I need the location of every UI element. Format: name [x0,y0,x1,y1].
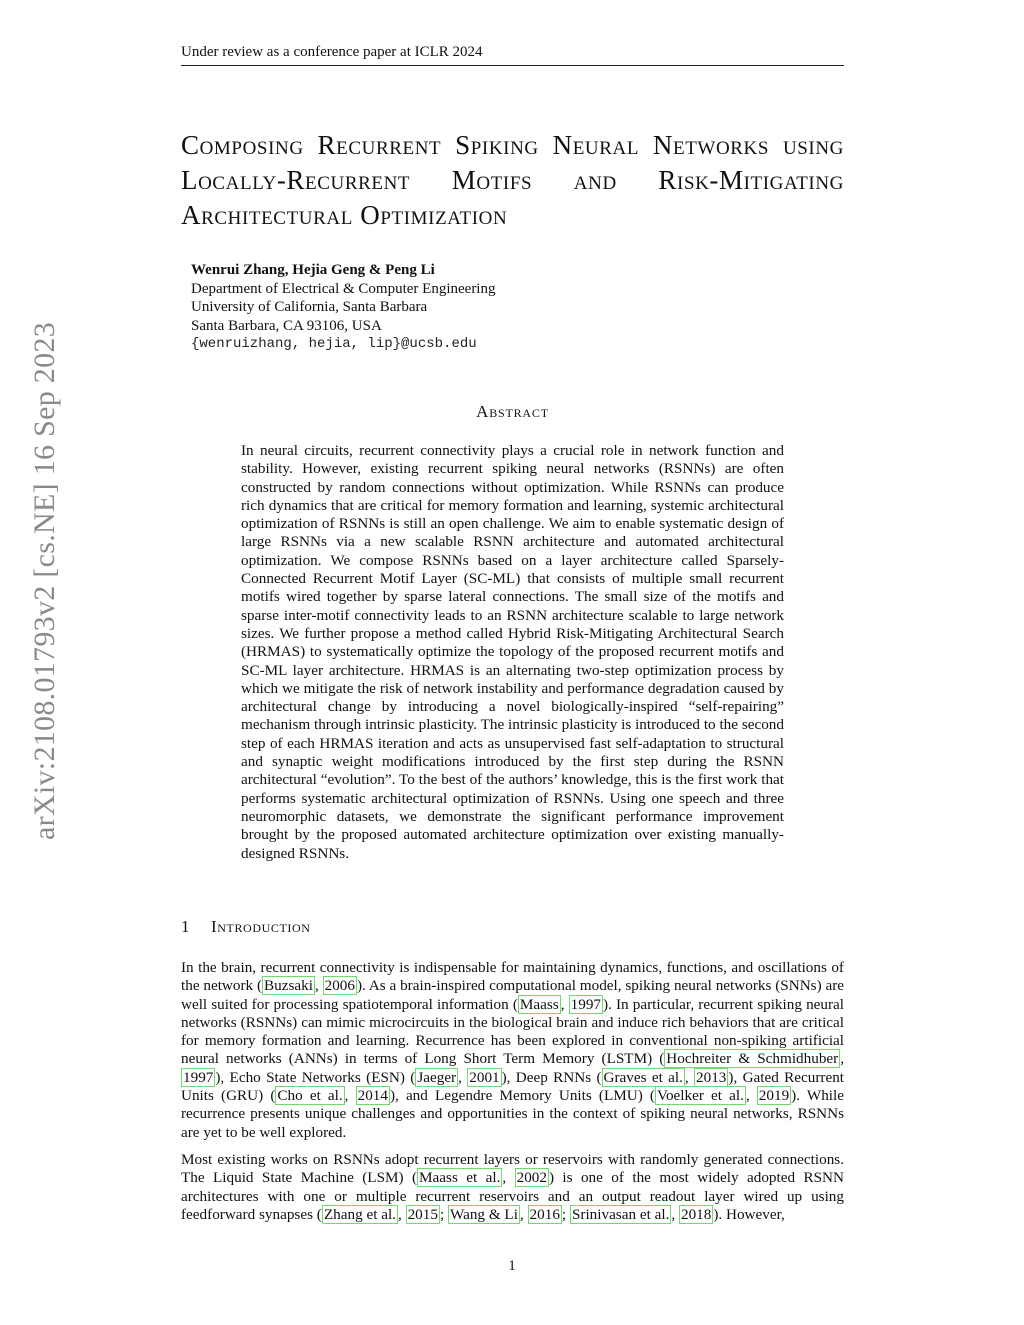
citation-link[interactable]: Maass et al. [419,1169,501,1187]
text-run: ). While recurrence presents unique challenges and opportunities in the context of spiking neural networks, RSNNs are yet to be well explored. [181,1087,844,1141]
citation-link[interactable]: Wang & Li [449,1205,518,1223]
intro-paragraph-1 [181,959,844,1142]
citation-link[interactable]: Buzsaki [264,977,313,995]
citation-link[interactable]: 2014 [357,1087,388,1105]
section-heading-introduction [181,917,311,937]
text-run: ), Deep RNNs ( [501,1068,602,1086]
citation-link[interactable]: 2001 [469,1068,500,1086]
text-run: In the brain, recurrent connectivity is indispensable for maintaining dynamics, functions, and oscillations of the network ( [181,959,844,995]
text-run: ). However, [713,1205,785,1223]
citation-link[interactable]: 1997 [183,1068,214,1086]
text-run: , [671,1205,679,1223]
text-run: , [314,977,323,995]
section-title: Introduction [211,917,311,936]
text-run: , [397,1205,406,1223]
text-run: , [458,1068,468,1086]
citation-link[interactable]: 2018 [680,1205,712,1223]
citation-link[interactable]: 2013 [696,1068,727,1086]
citation-link[interactable]: 2015 [407,1205,438,1223]
author-block [191,261,495,354]
citation-link[interactable]: Maass [519,995,559,1013]
text-run: ), Echo State Networks (ESN) ( [215,1068,416,1086]
author-email[interactable]: {wenruizhang, hejia, lip}@ucsb.edu [191,336,477,352]
citation-link[interactable]: Srinivasan et al. [571,1205,670,1223]
text-run: ), Gated Recurrent Units (GRU) ( [181,1068,845,1105]
text-run: , [745,1087,757,1105]
text-run: ). As a brain-inspired computational model, spiking neural networks (SNNs) are well suited for processing spatiotemporal information ( [181,977,844,1013]
text-run: ), and Legendre Memory Units (LMU) ( [389,1087,655,1105]
text-run: , [684,1068,695,1086]
citation-link[interactable]: Graves et al. [603,1068,683,1086]
abstract-heading: Abstract [476,402,549,421]
running-header: Under review as a conference paper at ICLR 2024 [181,44,483,60]
intro-paragraph-2 [181,1151,844,1224]
author-department: Department of Electrical & Computer Engineering [191,280,496,297]
citation-link[interactable]: Jaeger [417,1068,457,1086]
abstract-text: In neural circuits, recurrent connectivity plays a crucial role in network function and stability. However, existing recurrent spiking neural networks (RSNNs) are often constructed by random connections without optimization. While RSNNs can produce rich dynamics that are critical for memory formation and learning, systemic architectural optimization of RSNNs is still an open challenge. We aim to enable systematic design of large RSNNs via a new scalable RSNN architecture and automated architectural optimization. We compose RSNNs based on a layer architecture called Sparsely-Connected Recurrent Motif Layer (SC-ML) that consists of multiple small recurrent motifs wired together by sparse lateral connections. The small size of the motifs and sparse inter-motif connectivity leads to an RSNN architecture scalable to large network sizes. We further propose a method called Hybrid Risk-Mitigating Architectural Search (HRMAS) to systematically optimize the topology of the proposed recurrent motifs and SC-ML layer architecture. HRMAS is an alternating two-step optimization process by which we mitigate the risk of network instability and performance degradation caused by architectural change by introducing a novel biologically-inspired “self-repairing” mechanism through intrinsic plasticity. The intrinsic plasticity is introduced to the second step of each HRMAS iteration and acts as unsupervised fast self-adaptation to structural and synaptic weight modifications introduced by the first step during the RSNN architectural “evolution”. To the best of the authors’ knowledge, this is the first work that performs systematic architectural optimization of RSNNs. Using one speech and three neuromorphic datasets, we demonstrate the significant performance improvement brought by the proposed automated architecture optimization over existing manually-designed RSNNs. [241,442,784,862]
text-run: , [519,1205,528,1223]
text-run: , [502,1169,515,1187]
citation-link[interactable]: Voelker et al. [656,1087,744,1105]
text-run: ; [439,1205,448,1223]
header-rule [181,65,844,66]
text-run: , [560,995,569,1013]
text-run: ). In particular, recurrent spiking neural networks (RSNNs) can mimic microcircuits in the biological brain and induce rich behaviors that are critical for memory formation and learning. Recurrence has been explored in conventional non-spiking artificial neural networks (ANNs) in terms of Long Short Term Memory (LSTM) ( [181,995,845,1068]
section-number: 1 [181,917,191,936]
citation-link[interactable]: 2002 [516,1169,547,1187]
text-run: ; [561,1205,570,1223]
author-university: University of California, Santa Barbara [191,299,428,315]
text-run: ) is one of the most widely adopted RSNN architectures with one or multiple recurrent reservoirs and an output readout layer wired up using feedforward synapses ( [181,1169,844,1223]
author-names: Wenrui Zhang, Hejia Geng & Peng Li [191,262,435,278]
author-address: Santa Barbara, CA 93106, USA [191,317,382,334]
page-number: 1 [508,1258,516,1274]
citation-link[interactable]: 2016 [529,1205,560,1223]
arxiv-stamp: arXiv:2108.01793v2 [cs.NE] 16 Sep 2023 [28,321,61,840]
citation-link[interactable]: 1997 [570,995,602,1013]
text-run: , [840,1050,845,1068]
text-run: Most existing works on RSNNs adopt recurrent layers or reservoirs with randomly generated connections. The Liquid State Machine (LSM) ( [181,1151,844,1187]
citation-link[interactable]: Cho et al. [277,1087,343,1105]
paper-title: Composing Recurrent Spiking Neural Networks using Locally-Recurrent Motifs and Risk-Mitigating Architectural Optimization [181,130,844,230]
citation-link[interactable]: 2006 [324,977,355,995]
citation-link[interactable]: Zhang et al. [323,1205,396,1223]
text-run: , [344,1087,356,1105]
citation-link[interactable]: Hochreiter & Schmidhuber [666,1050,839,1068]
citation-link[interactable]: 2019 [758,1087,790,1105]
